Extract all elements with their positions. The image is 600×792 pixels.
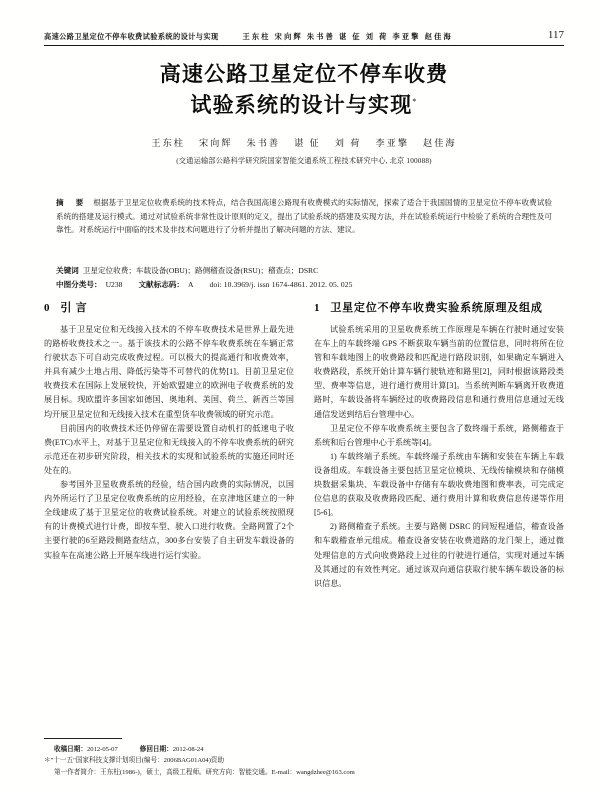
running-head-authors: 王东柱 宋向辉 朱书善 谌 佂 刘 荷 李亚擎 赵佳海 — [242, 33, 453, 41]
author-name: 赵佳海 — [423, 138, 457, 148]
doc-code-label: 文献标志码： — [138, 280, 184, 289]
paragraph: 1) 车载终端子系统。车载终端子系统由车辆和安装在车辆上车载设备组成。车载设备主要包括卫星定位模块、无线传输模块和存储模块数据采集块、车载设备中存储有车载收费地图和费率表，可完成定位信息的获取及收费路段匹配、通行费用计算和收费信息传递等作用[5-6]。 — [314, 451, 564, 518]
paper-title-line2-text: 试验系统的设计与实现 — [190, 93, 413, 117]
revised-date-label: 修回日期： — [139, 746, 173, 753]
author-list — [44, 135, 564, 149]
cls-number — [56, 280, 122, 289]
doc-code-value: A — [188, 280, 194, 289]
doi-value: doi: 10.3969/j. issn 1674-4861. 2012. 05. 025 — [209, 280, 353, 289]
keywords-block — [56, 264, 552, 277]
paragraph: 基于卫星定位和无线接入技术的不停车收费技术是世界上最先进的路桥收费技术之一。基于该技术的公路不停车收费系统在车辆正常行驶状态下可自动完成收费过程。可以极大的提高通行和收费效率，并具有减少土地占用、降低污染等不可替代的优势[1]。目前卫星定位收费技术在国际上发展较快，开始欧盟建立的欧洲电子收费系统的发展目标。现欧盟许多国家如德国、奥地利、美国、荷兰、新西兰等国均开展卫星定位和无线接入技术在重型货车收费领域的研究示范。 — [44, 325, 294, 419]
paragraph: 目前国内的收费技术还仍停留在需要设置自动机打的低速电子收费(ETC)水平上，对基于卫星定位和无线接入的不停车收费系统的研究示范还在初步研究阶段，相关技术的实现和试验系统的实施还同时还处在的。 — [44, 423, 294, 475]
paragraph: 参考国外卫星收费系统的经验，结合国内政费的实际情况，以国内外所运行了卫星定位收费系统的应用经验，在京津地区建立的一种全线建成了基于卫星定位的收费试验系统。对建立的试验系统按照现有的计费模式进行计费，即按车型、驶入口进行收费。全路网置了2个主要行驶的6至路段侧路查结点，300多台安装了自主研发车载设备的实验车在高速公路上开展车线进行运行实验。 — [44, 480, 294, 560]
title-block — [44, 60, 564, 166]
footnote-author-bio: 第一作者简介：王东柱(1986-)，硕士，高级工程师。研究方向：智能交通。E-mail：wangdzhee@163.com — [54, 768, 355, 776]
revised-date-value: 2012-08-24 — [172, 746, 204, 753]
cls-number-label: 中图分类号： — [56, 280, 102, 289]
header-rule — [44, 45, 564, 46]
author-name: 谌 佂 — [294, 138, 321, 148]
column-right — [314, 300, 564, 728]
keywords-text: 卫星定位收费；车载设备(OBU)；路侧稽查设备(RSU)；稽查点；DSRC — [82, 266, 319, 275]
section-number-0: 0 — [44, 302, 51, 314]
running-head-title: 高速公路卫星定位不停车收费试验系统的设计与实现 — [44, 33, 219, 41]
body-columns — [44, 300, 564, 728]
author-name: 王东柱 — [151, 138, 185, 148]
doc-code — [138, 280, 193, 289]
abstract-block — [56, 196, 552, 237]
abstract-text: 根据基于卫星定位收费系统的技术特点，结合我国高速公路现有收费模式的实际情况，探索了适合于我国国情的卫星定位不停车收费试验系统的搭建及运行模式。通过对试验系统非常性设计原则的定义，提出了试验系统的搭建及实现方法，并在试验系统运行中检验了系统的合理性及可靠性。对系统运行中面临的技术及非技术问题进行了分析并提出了解决问题的方法、建议。 — [56, 198, 552, 235]
received-date-value: 2012-05-07 — [86, 746, 118, 753]
footnote-dates — [44, 744, 560, 755]
abstract-label: 摘 要 — [56, 198, 89, 207]
page-number: 117 — [547, 29, 564, 41]
affiliation: (交通运输部公路科学研究院国家智能交通系统工程技术研究中心, 北京 100088) — [176, 157, 432, 165]
author-name: 宋向辉 — [198, 138, 233, 148]
paragraph: 卫星定位不停车收费系统主要包含了数终端于系统，路侧稽查于系统和后台管理中心于系统等[4]。 — [314, 423, 564, 447]
cls-number-value: U238 — [105, 280, 123, 289]
footnote-funding: ＊"十一五"国家科技支撑计划项目(编号：2006BAG01A04)资助 — [44, 757, 225, 765]
author-name: 刘 荷 — [334, 138, 362, 148]
author-name: 朱书善 — [246, 138, 281, 148]
running-head — [44, 26, 564, 42]
keywords-label: 关键词 — [56, 266, 79, 275]
footnote-block — [44, 744, 560, 778]
classification-block — [56, 278, 552, 291]
paragraph: 2) 路侧稽查子系统。主要与路侧 DSRC 的同短程通信，稽查设备和车载稽查单元组成。稽查设备安装在收费道路的龙门架上，通过微处理信息的方式向收费路段上过往的行驶进行通信，实现对通过车辆及其通过的有效性判定。通过该双向通信获取行驶车辆车载设备的标识信息。 — [314, 522, 564, 588]
paper-title-line2 — [44, 88, 564, 119]
section-heading-1 — [314, 300, 564, 317]
section-number-1: 1 — [314, 302, 321, 314]
footnote-rule — [44, 738, 122, 739]
section-heading-0 — [44, 300, 294, 317]
title-footnote-marker: * — [412, 97, 418, 106]
received-date-label: 收稿日期： — [54, 746, 87, 753]
paragraph: 试验系统采用的卫星收费系统工作原理是车辆在行驶时通过安装在车上的车载终端 GPS 不断获取车辆当前的位置信息，同时将所在位管和车载地图上的收费路段和匹配进行路段识别，如果确定车辆进入收费路段，系统开始计算车辆行驶轨迹和路里[2]，同时根据该路段类型、费率等信息，进行通行费用计算[3]。当系统判断车辆离开收费道路时，车载设备将车辆经过的收费路段信息和通行费用信息通过无线通信发送到结后台管理中心。 — [314, 325, 564, 419]
section-title-1: 卫星定位不停车收费实验系统原理及组成 — [330, 302, 543, 314]
column-left — [44, 300, 294, 728]
author-name: 李亚擎 — [375, 138, 410, 148]
paper-title-line1: 高速公路卫星定位不停车收费 — [159, 62, 449, 86]
section-title-0: 引 言 — [60, 302, 88, 314]
